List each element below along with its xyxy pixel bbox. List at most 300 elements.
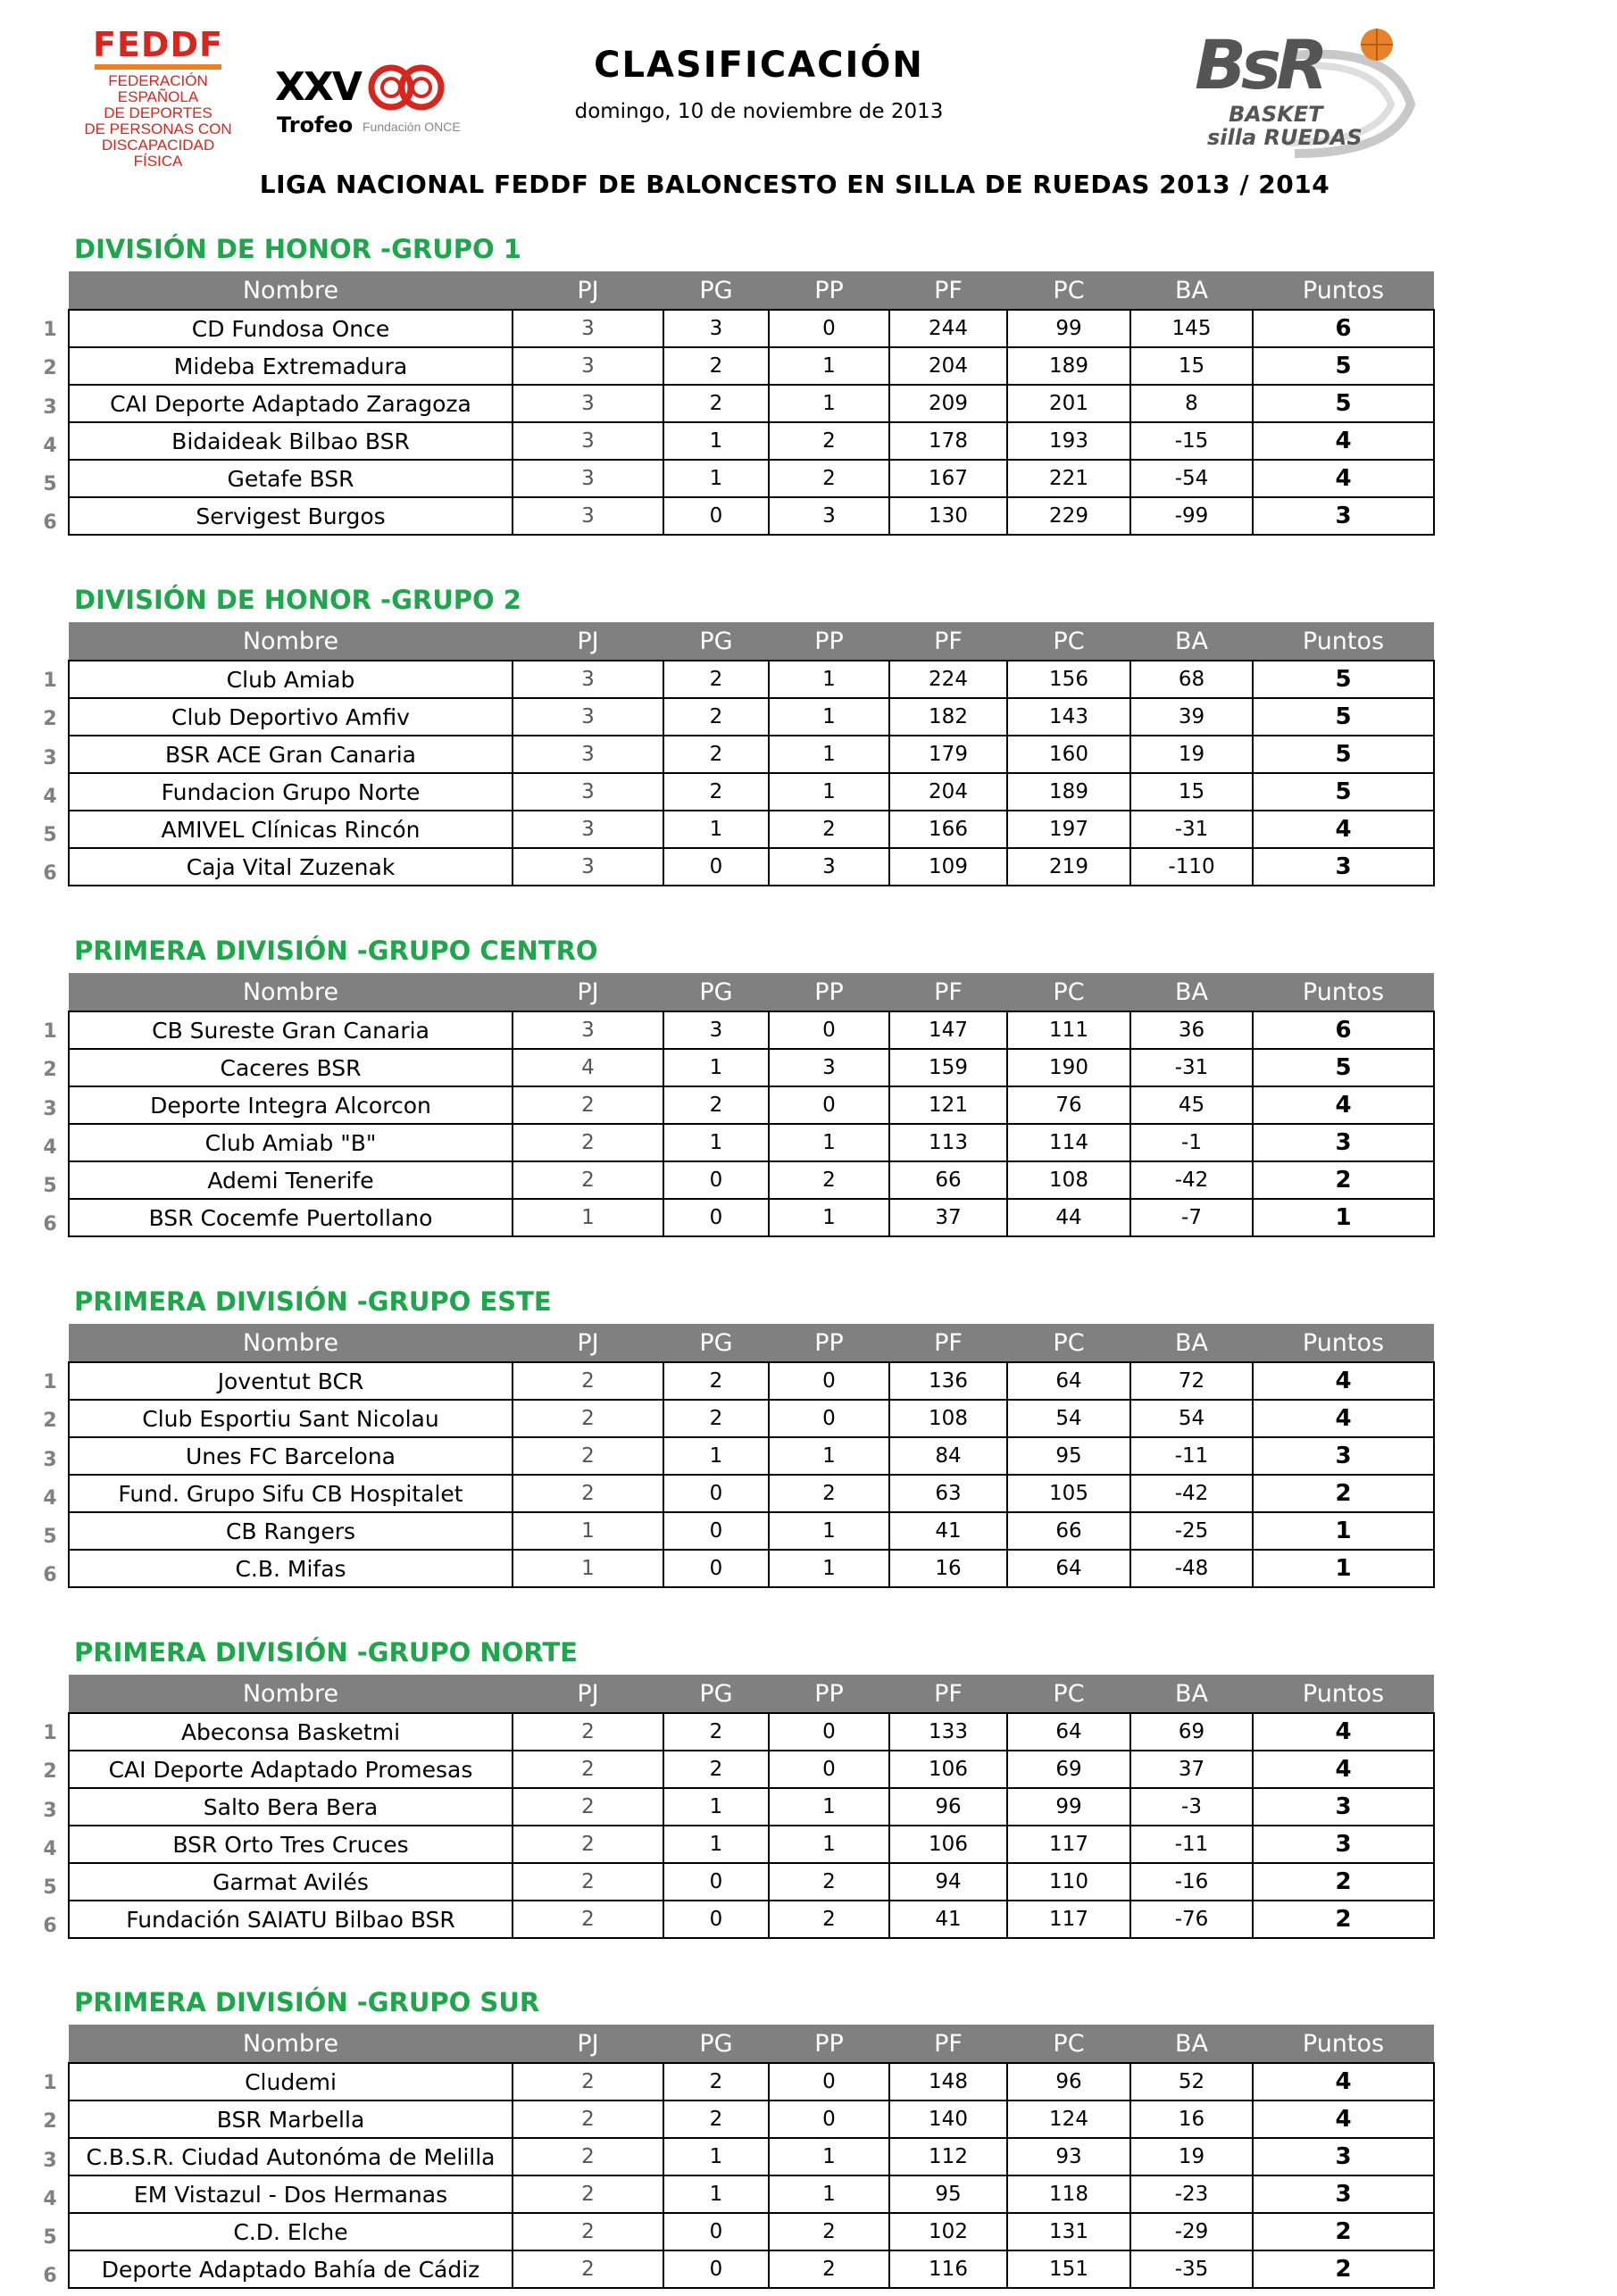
table-row xyxy=(69,2063,1434,2101)
pj-cell: 2 xyxy=(513,1400,663,1437)
pf-cell: 224 xyxy=(889,661,1007,698)
column-header: Puntos xyxy=(1253,973,1434,1011)
rank-number: 2 xyxy=(43,2110,57,2134)
column-header: PF xyxy=(889,973,1007,1011)
column-header: Puntos xyxy=(1253,1324,1434,1362)
pts-cell: 2 xyxy=(1253,2213,1434,2250)
pj-cell: 3 xyxy=(513,811,663,848)
column-header: PC xyxy=(1007,1675,1130,1713)
column-header: PF xyxy=(889,1324,1007,1362)
pp-cell: 1 xyxy=(769,1437,889,1475)
pf-cell: 209 xyxy=(889,385,1007,422)
pts-cell: 1 xyxy=(1253,1199,1434,1236)
pf-cell: 106 xyxy=(889,1826,1007,1863)
pts-cell: 5 xyxy=(1253,661,1434,698)
pf-cell: 166 xyxy=(889,811,1007,848)
team-name-cell: C.D. Elche xyxy=(69,2213,513,2250)
column-header: Nombre xyxy=(69,1675,513,1713)
pj-cell: 2 xyxy=(513,1901,663,1938)
pc-cell: 124 xyxy=(1007,2101,1130,2138)
pp-cell: 2 xyxy=(769,460,889,497)
table-row xyxy=(69,1901,1434,1938)
pts-cell: 2 xyxy=(1253,2250,1434,2288)
rank-number: 1 xyxy=(43,1371,57,1393)
column-header: BA xyxy=(1130,2025,1253,2063)
pf-cell: 159 xyxy=(889,1049,1007,1086)
pp-cell: 1 xyxy=(769,1826,889,1863)
team-name-cell: Club Amiab xyxy=(69,661,513,698)
pf-cell: 178 xyxy=(889,422,1007,460)
table-row xyxy=(69,347,1434,385)
team-name-cell: Deporte Integra Alcorcon xyxy=(69,1086,513,1124)
rank-number: 3 xyxy=(43,746,57,769)
pg-cell: 2 xyxy=(663,661,769,698)
pts-cell: 4 xyxy=(1253,1362,1434,1400)
rank-number: 2 xyxy=(43,1410,57,1433)
rank-number: 3 xyxy=(43,1799,57,1822)
pts-cell: 3 xyxy=(1253,2138,1434,2175)
pf-cell: 148 xyxy=(889,2063,1007,2101)
pc-cell: 64 xyxy=(1007,1550,1130,1587)
rank-column xyxy=(36,311,64,543)
rank-number: 5 xyxy=(43,2226,57,2250)
pp-cell: 2 xyxy=(769,1901,889,1938)
pts-cell: 4 xyxy=(1253,2063,1434,2101)
pf-cell: 204 xyxy=(889,773,1007,811)
rank-number: 5 xyxy=(43,1876,57,1900)
pp-cell: 0 xyxy=(769,1011,889,1049)
pf-cell: 41 xyxy=(889,1901,1007,1938)
ba-cell: 45 xyxy=(1130,1086,1253,1124)
feddf-logo-line: FÍSICA xyxy=(133,153,183,170)
trofeo-xxv-text: XXV xyxy=(275,64,361,110)
column-header: PC xyxy=(1007,973,1130,1011)
pf-cell: 95 xyxy=(889,2175,1007,2213)
pts-cell: 2 xyxy=(1253,1161,1434,1199)
pc-cell: 229 xyxy=(1007,497,1130,535)
rank-number: 4 xyxy=(43,434,57,457)
trofeo-text: Trofeo xyxy=(277,112,354,137)
pf-cell: 116 xyxy=(889,2250,1007,2288)
pp-cell: 0 xyxy=(769,1751,889,1788)
pj-cell: 3 xyxy=(513,497,663,535)
ba-cell: 69 xyxy=(1130,1713,1253,1751)
ba-cell: -42 xyxy=(1130,1475,1253,1512)
pg-cell: 1 xyxy=(663,2175,769,2213)
ba-cell: -48 xyxy=(1130,1550,1253,1587)
pg-cell: 1 xyxy=(663,1788,769,1826)
column-header: PP xyxy=(769,271,889,310)
pp-cell: 1 xyxy=(769,1512,889,1550)
pp-cell: 2 xyxy=(769,1161,889,1199)
column-header: PJ xyxy=(513,2025,663,2063)
team-name-cell: Cludemi xyxy=(69,2063,513,2101)
pp-cell: 3 xyxy=(769,1049,889,1086)
pc-cell: 201 xyxy=(1007,385,1130,422)
pj-cell: 3 xyxy=(513,848,663,886)
table-row xyxy=(69,1788,1434,1826)
team-name-cell: Garmat Avilés xyxy=(69,1863,513,1901)
ba-cell: 54 xyxy=(1130,1400,1253,1437)
table-row xyxy=(69,698,1434,736)
pg-cell: 2 xyxy=(663,1713,769,1751)
ba-cell: -42 xyxy=(1130,1161,1253,1199)
pg-cell: 1 xyxy=(663,1049,769,1086)
team-name-cell: Fund. Grupo Sifu CB Hospitalet xyxy=(69,1475,513,1512)
feddf-logo-line: FEDERACIÓN xyxy=(108,72,208,89)
column-header: PG xyxy=(663,1675,769,1713)
pg-cell: 1 xyxy=(663,1437,769,1475)
column-header: PP xyxy=(769,1324,889,1362)
pj-cell: 2 xyxy=(513,2101,663,2138)
rank-number: 6 xyxy=(43,1915,57,1938)
team-name-cell: CB Sureste Gran Canaria xyxy=(69,1011,513,1049)
rank-number: 3 xyxy=(43,1097,57,1120)
team-name-cell: Club Amiab "B" xyxy=(69,1124,513,1161)
pp-cell: 2 xyxy=(769,811,889,848)
pj-cell: 2 xyxy=(513,1475,663,1512)
pg-cell: 1 xyxy=(663,1124,769,1161)
team-name-cell: Club Esportiu Sant Nicolau xyxy=(69,1400,513,1437)
pj-cell: 2 xyxy=(513,1124,663,1161)
pj-cell: 2 xyxy=(513,1437,663,1475)
pp-cell: 2 xyxy=(769,2250,889,2288)
section-title: PRIMERA DIVISIÓN -GRUPO ESTE xyxy=(74,1286,552,1317)
table-header-row xyxy=(69,1324,1434,1362)
pj-cell: 2 xyxy=(513,1086,663,1124)
pts-cell: 3 xyxy=(1253,848,1434,886)
rank-column xyxy=(36,1012,64,1244)
table-row xyxy=(69,1086,1434,1124)
ba-cell: -31 xyxy=(1130,811,1253,848)
pj-cell: 2 xyxy=(513,1751,663,1788)
pj-cell: 3 xyxy=(513,736,663,773)
team-name-cell: CD Fundosa Once xyxy=(69,310,513,347)
pts-cell: 4 xyxy=(1253,1086,1434,1124)
pp-cell: 2 xyxy=(769,422,889,460)
pc-cell: 118 xyxy=(1007,2175,1130,2213)
pp-cell: 1 xyxy=(769,1199,889,1236)
rank-number: 2 xyxy=(43,1059,57,1082)
table-row xyxy=(69,2175,1434,2213)
pts-cell: 4 xyxy=(1253,1713,1434,1751)
pts-cell: 2 xyxy=(1253,1901,1434,1938)
pf-cell: 244 xyxy=(889,310,1007,347)
pf-cell: 37 xyxy=(889,1199,1007,1236)
pj-cell: 3 xyxy=(513,310,663,347)
rank-number: 1 xyxy=(43,2072,57,2094)
section-title: PRIMERA DIVISIÓN -GRUPO SUR xyxy=(74,1987,540,2017)
pc-cell: 189 xyxy=(1007,347,1130,385)
rank-number: 6 xyxy=(43,1564,57,1587)
pts-cell: 3 xyxy=(1253,497,1434,535)
pf-cell: 84 xyxy=(889,1437,1007,1475)
column-header: BA xyxy=(1130,1675,1253,1713)
table-row xyxy=(69,1011,1434,1049)
ba-cell: -31 xyxy=(1130,1049,1253,1086)
pg-cell: 0 xyxy=(663,1512,769,1550)
rank-number: 3 xyxy=(43,395,57,419)
pg-cell: 1 xyxy=(663,460,769,497)
pg-cell: 2 xyxy=(663,347,769,385)
pc-cell: 93 xyxy=(1007,2138,1130,2175)
pg-cell: 1 xyxy=(663,1826,769,1863)
table-row xyxy=(69,1400,1434,1437)
table-row xyxy=(69,736,1434,773)
ba-cell: -11 xyxy=(1130,1437,1253,1475)
pp-cell: 2 xyxy=(769,2213,889,2250)
ba-cell: 145 xyxy=(1130,310,1253,347)
pts-cell: 5 xyxy=(1253,385,1434,422)
pc-cell: 151 xyxy=(1007,2250,1130,2288)
team-name-cell: Caja Vital Zuzenak xyxy=(69,848,513,886)
team-name-cell: Caceres BSR xyxy=(69,1049,513,1086)
pj-cell: 2 xyxy=(513,1362,663,1400)
table-row xyxy=(69,1512,1434,1550)
ba-cell: -25 xyxy=(1130,1512,1253,1550)
team-name-cell: Mideba Extremadura xyxy=(69,347,513,385)
rank-number: 6 xyxy=(43,512,57,535)
feddf-logo xyxy=(82,25,234,186)
team-name-cell: Servigest Burgos xyxy=(69,497,513,535)
pf-cell: 140 xyxy=(889,2101,1007,2138)
pf-cell: 108 xyxy=(889,1400,1007,1437)
rank-number: 5 xyxy=(43,473,57,496)
rank-column xyxy=(36,1714,64,1946)
column-header: PF xyxy=(889,2025,1007,2063)
rank-number: 6 xyxy=(43,862,57,886)
ba-cell: 15 xyxy=(1130,347,1253,385)
column-header: PP xyxy=(769,973,889,1011)
trofeo-once-logo xyxy=(275,61,463,146)
rank-number: 6 xyxy=(43,1213,57,1236)
team-name-cell: BSR Cocemfe Puertollano xyxy=(69,1199,513,1236)
table-row xyxy=(69,2213,1434,2250)
feddf-logo-line: DISCAPACIDAD xyxy=(101,137,215,154)
ba-cell: -76 xyxy=(1130,1901,1253,1938)
pts-cell: 4 xyxy=(1253,460,1434,497)
rank-number: 3 xyxy=(43,1448,57,1471)
table-row xyxy=(69,2138,1434,2175)
rank-number: 5 xyxy=(43,1526,57,1549)
pj-cell: 3 xyxy=(513,385,663,422)
pj-cell: 2 xyxy=(513,2250,663,2288)
pg-cell: 0 xyxy=(663,1550,769,1587)
ba-cell: -3 xyxy=(1130,1788,1253,1826)
pc-cell: 66 xyxy=(1007,1512,1130,1550)
pc-cell: 117 xyxy=(1007,1901,1130,1938)
pc-cell: 110 xyxy=(1007,1863,1130,1901)
team-name-cell: Abeconsa Basketmi xyxy=(69,1713,513,1751)
table-row xyxy=(69,848,1434,886)
pj-cell: 3 xyxy=(513,698,663,736)
pj-cell: 2 xyxy=(513,2063,663,2101)
team-name-cell: Unes FC Barcelona xyxy=(69,1437,513,1475)
standings-table xyxy=(68,2025,1435,2289)
column-header: PG xyxy=(663,2025,769,2063)
pg-cell: 2 xyxy=(663,736,769,773)
pp-cell: 1 xyxy=(769,773,889,811)
standings-table xyxy=(68,622,1435,886)
feddf-logo-line: ESPAÑOLA xyxy=(117,88,199,105)
pf-cell: 182 xyxy=(889,698,1007,736)
pc-cell: 69 xyxy=(1007,1751,1130,1788)
pc-cell: 189 xyxy=(1007,773,1130,811)
pc-cell: 54 xyxy=(1007,1400,1130,1437)
ba-cell: -11 xyxy=(1130,1826,1253,1863)
ba-cell: 39 xyxy=(1130,698,1253,736)
pg-cell: 0 xyxy=(663,1863,769,1901)
pj-cell: 2 xyxy=(513,1713,663,1751)
table-row xyxy=(69,2250,1434,2288)
rank-number: 1 xyxy=(43,1722,57,1744)
column-header: Nombre xyxy=(69,1324,513,1362)
feddf-logo-bar xyxy=(95,64,221,70)
table-row xyxy=(69,1751,1434,1788)
column-header: BA xyxy=(1130,622,1253,661)
pp-cell: 1 xyxy=(769,698,889,736)
rank-number: 2 xyxy=(43,708,57,731)
rank-column xyxy=(36,2064,64,2296)
rank-column xyxy=(36,1363,64,1595)
team-name-cell: CB Rangers xyxy=(69,1512,513,1550)
column-header: PJ xyxy=(513,1675,663,1713)
table-header-row xyxy=(69,973,1434,1011)
pj-cell: 3 xyxy=(513,1011,663,1049)
pj-cell: 2 xyxy=(513,2175,663,2213)
table-row xyxy=(69,1826,1434,1863)
rank-number: 5 xyxy=(43,824,57,847)
pc-cell: 160 xyxy=(1007,736,1130,773)
pts-cell: 2 xyxy=(1253,1475,1434,1512)
rank-number: 5 xyxy=(43,1175,57,1198)
column-header: Puntos xyxy=(1253,622,1434,661)
table-header-row xyxy=(69,622,1434,661)
bsr-logo-silla: silla RUEDAS xyxy=(1207,125,1363,150)
table-row xyxy=(69,1124,1434,1161)
bsr-logo-mark: BsR xyxy=(1195,25,1323,104)
standings-table xyxy=(68,973,1435,1237)
column-header: PJ xyxy=(513,1324,663,1362)
page-date: domingo, 10 de noviembre de 2013 xyxy=(574,100,944,123)
team-name-cell: AMIVEL Clínicas Rincón xyxy=(69,811,513,848)
column-header: PG xyxy=(663,973,769,1011)
bsr-logo xyxy=(1188,20,1420,162)
table-header-row xyxy=(69,2025,1434,2063)
pp-cell: 1 xyxy=(769,1124,889,1161)
pts-cell: 1 xyxy=(1253,1550,1434,1587)
rank-number: 2 xyxy=(43,1760,57,1784)
pts-cell: 5 xyxy=(1253,698,1434,736)
ba-cell: 19 xyxy=(1130,736,1253,773)
pg-cell: 0 xyxy=(663,1199,769,1236)
team-name-cell: Fundacion Grupo Norte xyxy=(69,773,513,811)
pc-cell: 190 xyxy=(1007,1049,1130,1086)
pp-cell: 0 xyxy=(769,310,889,347)
team-name-cell: BSR Orto Tres Cruces xyxy=(69,1826,513,1863)
pts-cell: 2 xyxy=(1253,1863,1434,1901)
table-row xyxy=(69,1049,1434,1086)
pts-cell: 3 xyxy=(1253,1788,1434,1826)
rank-number: 2 xyxy=(43,357,57,380)
pf-cell: 102 xyxy=(889,2213,1007,2250)
table-row xyxy=(69,661,1434,698)
pp-cell: 1 xyxy=(769,661,889,698)
pg-cell: 0 xyxy=(663,2250,769,2288)
pts-cell: 3 xyxy=(1253,1124,1434,1161)
pj-cell: 2 xyxy=(513,2138,663,2175)
pf-cell: 106 xyxy=(889,1751,1007,1788)
pts-cell: 5 xyxy=(1253,736,1434,773)
pf-cell: 96 xyxy=(889,1788,1007,1826)
column-header: PC xyxy=(1007,2025,1130,2063)
table-row xyxy=(69,1199,1434,1236)
rank-number: 4 xyxy=(43,1136,57,1159)
column-header: Nombre xyxy=(69,271,513,310)
pts-cell: 4 xyxy=(1253,2101,1434,2138)
pts-cell: 3 xyxy=(1253,1826,1434,1863)
pg-cell: 0 xyxy=(663,1161,769,1199)
pj-cell: 3 xyxy=(513,347,663,385)
table-row xyxy=(69,1713,1434,1751)
pts-cell: 4 xyxy=(1253,1751,1434,1788)
pp-cell: 0 xyxy=(769,2101,889,2138)
rank-column xyxy=(36,661,64,894)
table-row xyxy=(69,1475,1434,1512)
pg-cell: 3 xyxy=(663,1011,769,1049)
pf-cell: 179 xyxy=(889,736,1007,773)
pc-cell: 64 xyxy=(1007,1713,1130,1751)
pp-cell: 1 xyxy=(769,1788,889,1826)
pts-cell: 5 xyxy=(1253,1049,1434,1086)
ba-cell: -54 xyxy=(1130,460,1253,497)
pg-cell: 1 xyxy=(663,422,769,460)
ba-cell: 68 xyxy=(1130,661,1253,698)
pts-cell: 3 xyxy=(1253,1437,1434,1475)
pts-cell: 5 xyxy=(1253,773,1434,811)
rank-number: 6 xyxy=(43,2265,57,2288)
column-header: PC xyxy=(1007,1324,1130,1362)
pg-cell: 0 xyxy=(663,497,769,535)
pj-cell: 2 xyxy=(513,1161,663,1199)
pf-cell: 113 xyxy=(889,1124,1007,1161)
team-name-cell: Getafe BSR xyxy=(69,460,513,497)
pp-cell: 0 xyxy=(769,2063,889,2101)
pts-cell: 6 xyxy=(1253,310,1434,347)
rank-number: 4 xyxy=(43,1837,57,1860)
table-row xyxy=(69,773,1434,811)
pf-cell: 133 xyxy=(889,1713,1007,1751)
column-header: Puntos xyxy=(1253,2025,1434,2063)
column-header: PF xyxy=(889,271,1007,310)
table-header-row xyxy=(69,271,1434,310)
ba-cell: -7 xyxy=(1130,1199,1253,1236)
team-name-cell: Deporte Adaptado Bahía de Cádiz xyxy=(69,2250,513,2288)
pf-cell: 16 xyxy=(889,1550,1007,1587)
pc-cell: 44 xyxy=(1007,1199,1130,1236)
column-header: PC xyxy=(1007,622,1130,661)
feddf-logo-mark: FEDDF xyxy=(93,25,223,64)
column-header: PF xyxy=(889,1675,1007,1713)
pj-cell: 2 xyxy=(513,1788,663,1826)
pc-cell: 95 xyxy=(1007,1437,1130,1475)
team-name-cell: Ademi Tenerife xyxy=(69,1161,513,1199)
pg-cell: 3 xyxy=(663,310,769,347)
column-header: PG xyxy=(663,622,769,661)
team-name-cell: BSR Marbella xyxy=(69,2101,513,2138)
pj-cell: 2 xyxy=(513,2213,663,2250)
pp-cell: 0 xyxy=(769,1086,889,1124)
